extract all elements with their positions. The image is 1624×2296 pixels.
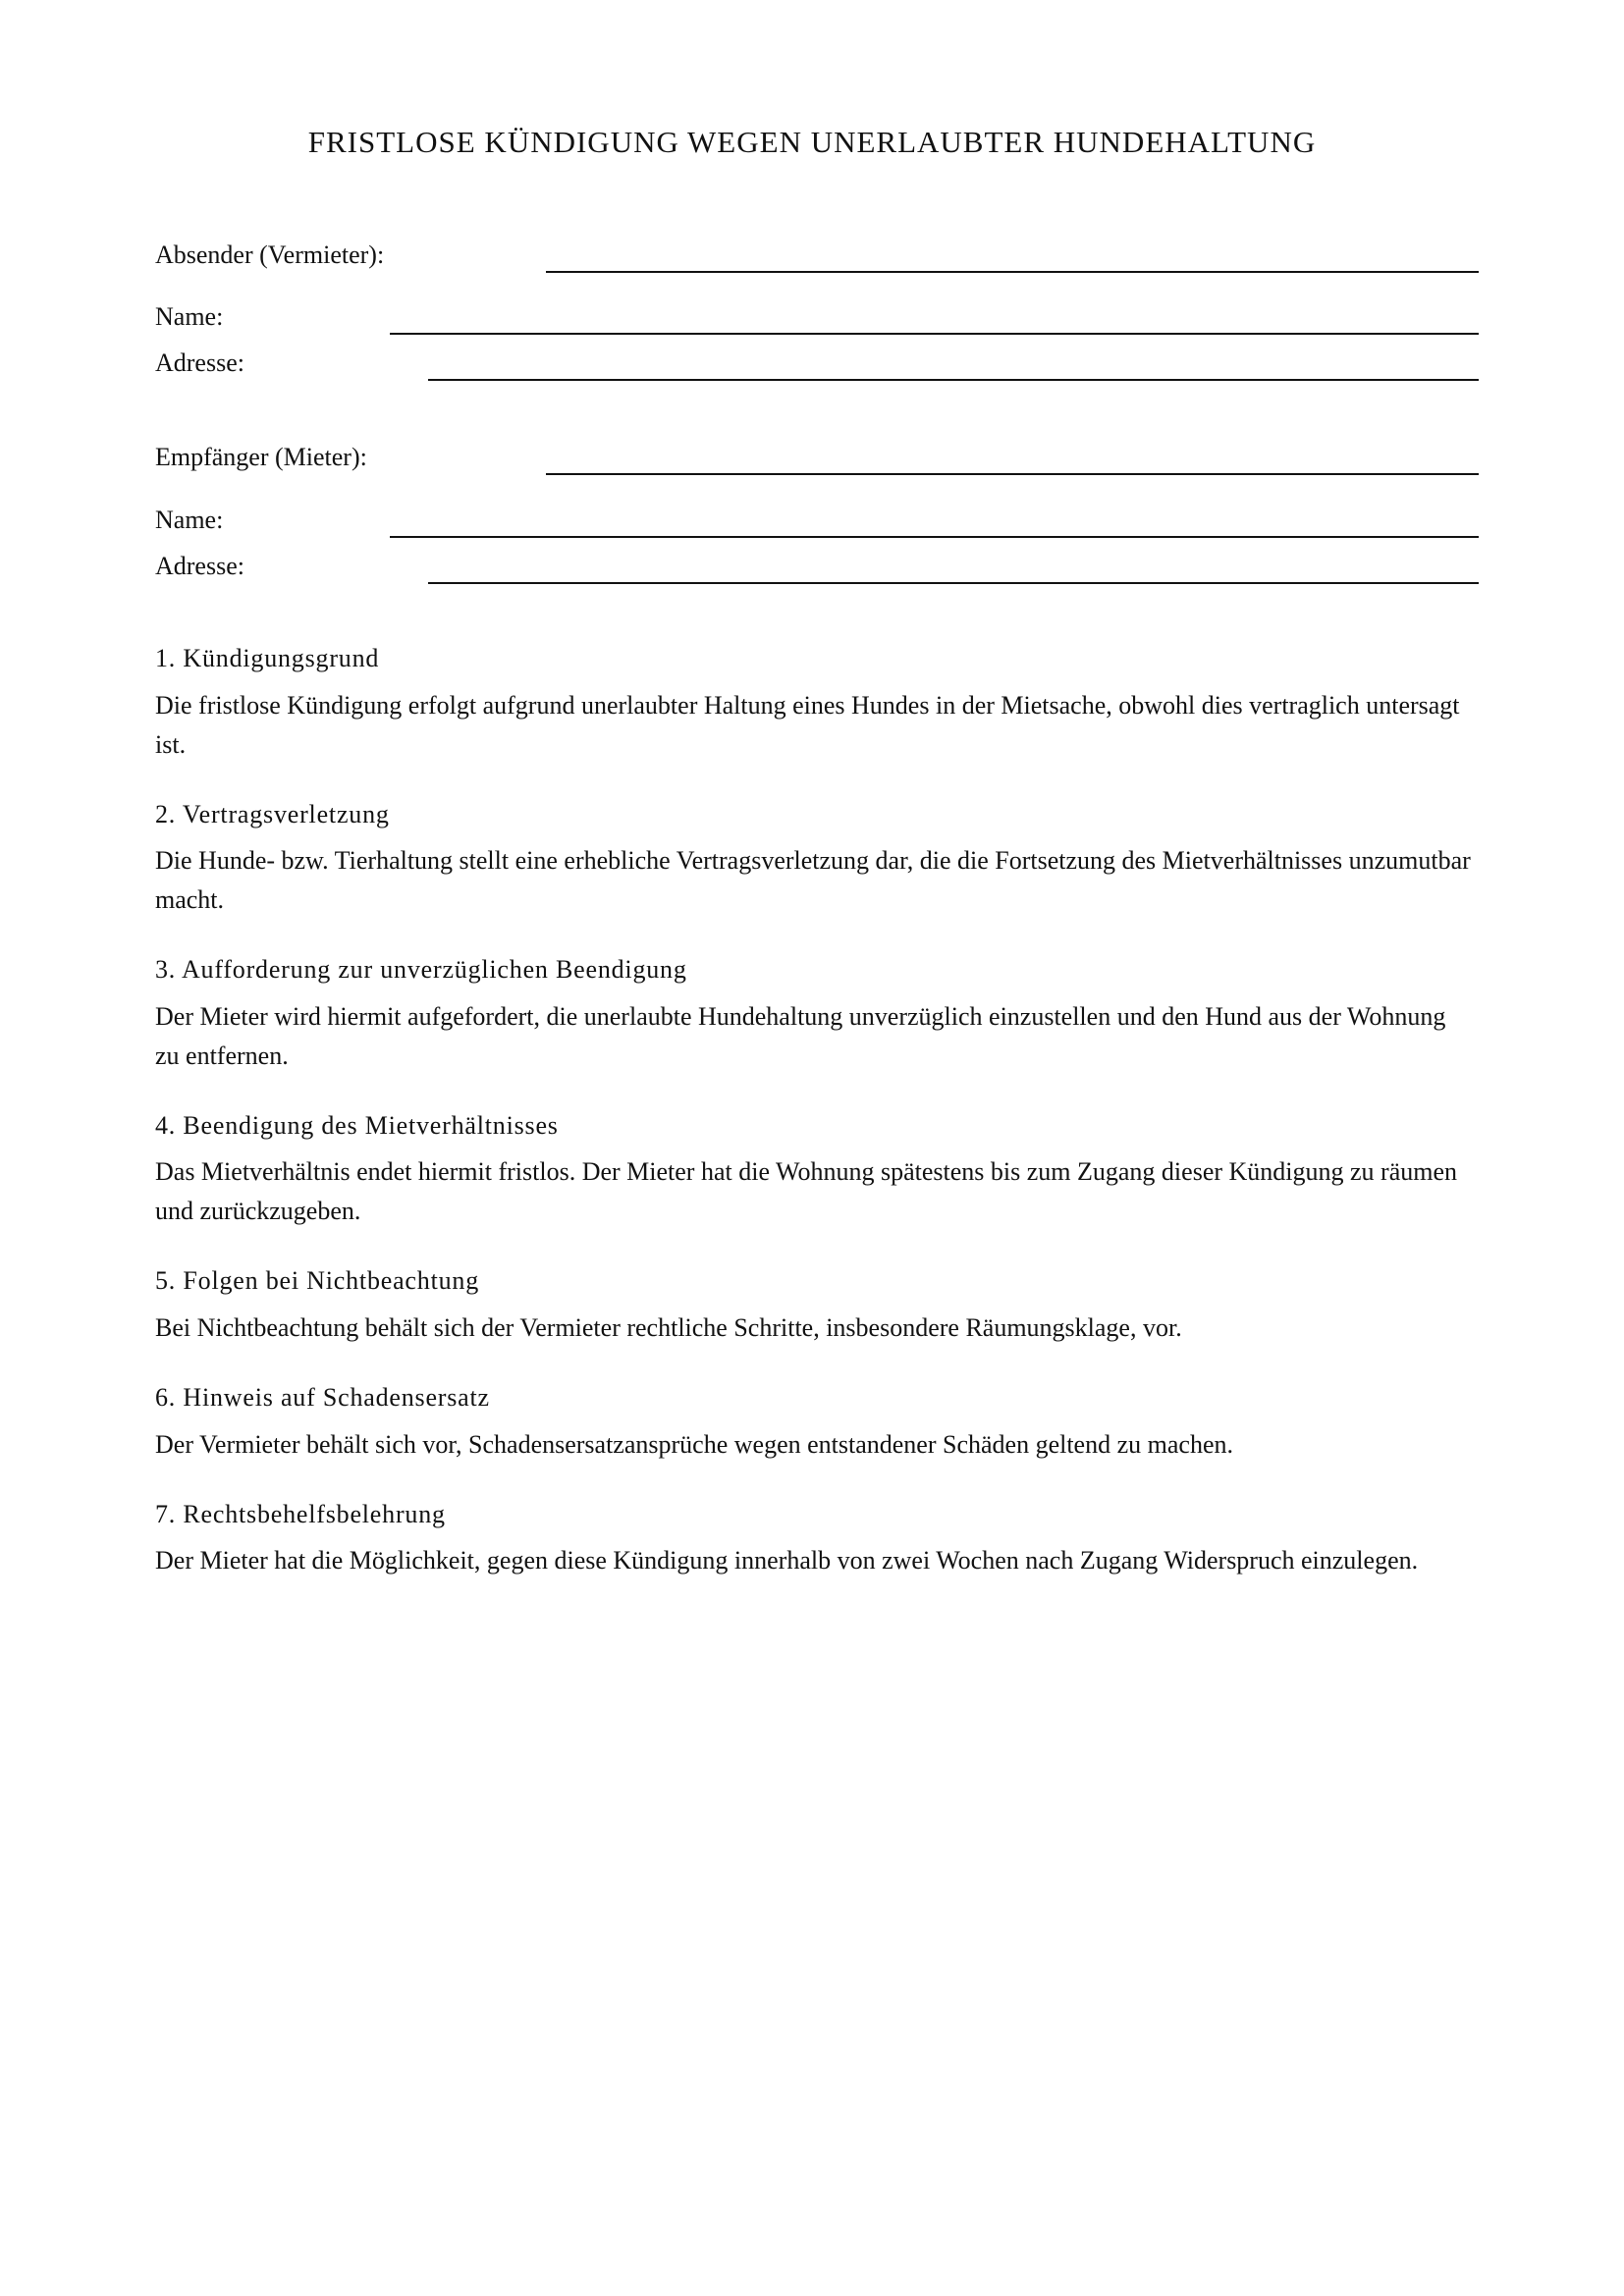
section-7-body: Der Mieter hat die Möglichkeit, gegen diese Kündigung innerhalb von zwei Wochen nach Zugang Widerspruch einzulegen.	[155, 1546, 1419, 1575]
sender-heading: Absender (Vermieter):	[155, 240, 385, 269]
section-6-heading: 6. Hinweis auf Schadensersatz	[155, 1383, 490, 1412]
recipient-name-line[interactable]	[390, 536, 1479, 538]
section-3-heading: 3. Aufforderung zur unverzüglichen Beendigung	[155, 955, 687, 984]
section-1-body: Die fristlose Kündigung erfolgt aufgrund unerlaubter Haltung eines Hundes in der Mietsache, obwohl dies vertraglich untersagt ist.	[155, 691, 1460, 759]
recipient-heading-line[interactable]	[546, 473, 1479, 475]
section-5-heading: 5. Folgen bei Nichtbeachtung	[155, 1266, 479, 1295]
sender-name-label: Name:	[155, 302, 224, 331]
recipient-name-label: Name:	[155, 506, 224, 534]
document-title: FRISTLOSE KÜNDIGUNG WEGEN UNERLAUBTER HUNDEHALTUNG	[307, 125, 1317, 159]
sender-address-line[interactable]	[428, 379, 1479, 381]
section-4-heading: 4. Beendigung des Mietverhältnisses	[155, 1111, 559, 1140]
recipient-heading: Empfänger (Mieter):	[155, 443, 367, 471]
sender-name-line[interactable]	[390, 333, 1479, 335]
recipient-address-label: Adresse:	[155, 552, 244, 580]
section-7-heading: 7. Rechtsbehelfsbelehrung	[155, 1500, 446, 1528]
section-4-body: Das Mietverhältnis endet hiermit fristlos. Der Mieter hat die Wohnung spätestens bis zum Zugang dieser Kündigung zu räumen und zurückzugeben.	[155, 1157, 1458, 1225]
section-1-heading: 1. Kündigungsgrund	[155, 644, 380, 672]
section-2-body: Die Hunde- bzw. Tierhaltung stellt eine erhebliche Vertragsverletzung dar, die die Fortsetzung des Mietverhältnisses unzumutbar macht.	[155, 846, 1471, 914]
sender-heading-line[interactable]	[546, 271, 1479, 273]
section-5-body: Bei Nichtbeachtung behält sich der Vermieter rechtliche Schritte, insbesondere Räumungsklage, vor.	[155, 1313, 1182, 1342]
recipient-address-line[interactable]	[428, 582, 1479, 584]
sender-address-label: Adresse:	[155, 348, 244, 377]
section-2-heading: 2. Vertragsverletzung	[155, 800, 390, 828]
section-3-body: Der Mieter wird hiermit aufgefordert, die unerlaubte Hundehaltung unverzüglich einzustellen und den Hund aus der Wohnung zu entfernen.	[155, 1002, 1446, 1070]
section-6-body: Der Vermieter behält sich vor, Schadensersatzansprüche wegen entstandener Schäden geltend zu machen.	[155, 1430, 1233, 1459]
